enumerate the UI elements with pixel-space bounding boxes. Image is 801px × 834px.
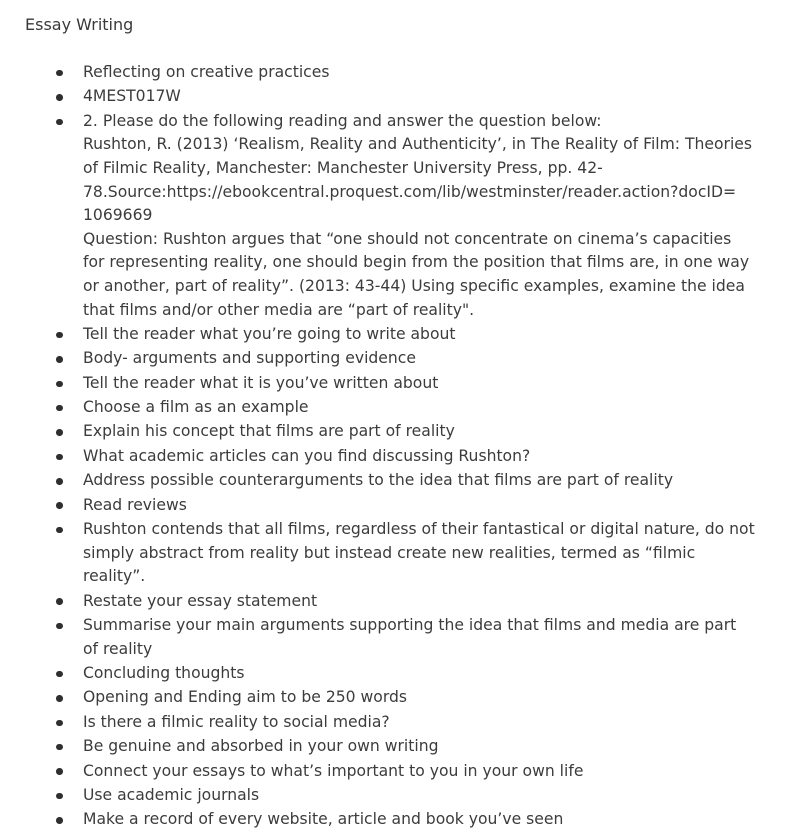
bullet-icon bbox=[56, 94, 63, 101]
list-item-text: Restate your essay statement bbox=[83, 591, 318, 610]
list-item bbox=[25, 420, 781, 444]
document-title: Essay Writing bbox=[25, 15, 134, 34]
list-item-line: 1069669 bbox=[83, 206, 153, 225]
list-item-text: Choose a film as an example bbox=[83, 398, 309, 417]
bullet-icon bbox=[56, 119, 63, 126]
bullet-icon bbox=[56, 454, 63, 461]
list-item-text: What academic articles can you find discussing Rushton? bbox=[83, 446, 531, 465]
list-item-text: Opening and Ending aim to be 250 words bbox=[83, 688, 407, 707]
bullet-icon bbox=[56, 817, 63, 824]
bullet-icon bbox=[56, 356, 63, 363]
list-item bbox=[25, 760, 781, 784]
list-item-text: Read reviews bbox=[83, 495, 187, 514]
bullet-icon bbox=[56, 793, 63, 800]
list-item-text: Reflecting on creative practices bbox=[83, 63, 330, 81]
list-item-text: 4MEST017W bbox=[83, 87, 181, 106]
bullet-icon bbox=[56, 478, 63, 485]
list-item bbox=[25, 784, 781, 808]
list-item-line: 2. Please do the following reading and answer the question below: bbox=[83, 111, 602, 130]
list-item bbox=[25, 494, 781, 518]
list-item bbox=[25, 614, 781, 661]
list-item-line: Rushton contends that all films, regardless of their fantastical or digital nature, do not bbox=[83, 520, 755, 539]
list-item-line: reality”. bbox=[83, 567, 146, 586]
list-item-line: Rushton, R. (2013) ‘Realism, Reality and Authenticity’, in The Reality of Film: Theories bbox=[83, 135, 753, 154]
bullet-icon bbox=[56, 527, 63, 534]
list-item-line: that films and/or other media are “part of reality". bbox=[83, 300, 475, 319]
list-item-text: Concluding thoughts bbox=[83, 664, 245, 682]
list-item-line: Question: Rushton argues that “one should not concentrate on cinema’s capacities bbox=[83, 229, 732, 248]
list-item bbox=[25, 396, 781, 420]
bullet-icon bbox=[56, 429, 63, 436]
bullet-list bbox=[25, 61, 781, 832]
list-item bbox=[25, 323, 781, 347]
list-item-text: Address possible counterarguments to the idea that films are part of reality bbox=[83, 471, 674, 490]
list-item-line: or another, part of reality”. (2013: 43-44) Using specific examples, examine the idea bbox=[83, 276, 745, 295]
list-item bbox=[25, 735, 781, 759]
list-item bbox=[25, 469, 781, 493]
list-item bbox=[25, 85, 781, 109]
bullet-icon bbox=[56, 405, 63, 412]
bullet-icon bbox=[56, 381, 63, 388]
bullet-icon bbox=[56, 598, 63, 605]
bullet-icon bbox=[56, 623, 63, 630]
list-item bbox=[25, 686, 781, 710]
list-item-text: Make a record of every website, article and book you’ve seen bbox=[83, 810, 564, 829]
list-item bbox=[25, 518, 781, 589]
list-item bbox=[25, 61, 781, 85]
list-item-text: Explain his concept that films are part of reality bbox=[83, 422, 455, 441]
list-item-line: Summarise your main arguments supporting the idea that films and media are part bbox=[83, 616, 737, 635]
list-item bbox=[25, 445, 781, 469]
list-item-line: 78.Source:https://ebookcentral.proquest.com/lib/westminster/reader.action?docID= bbox=[83, 182, 737, 201]
bullet-icon bbox=[56, 332, 63, 339]
bullet-icon bbox=[56, 70, 63, 77]
bullet-icon bbox=[56, 671, 63, 678]
list-item bbox=[25, 110, 781, 322]
list-item bbox=[25, 662, 781, 686]
list-item-text: Use academic journals bbox=[83, 785, 260, 804]
bullet-icon bbox=[56, 695, 63, 702]
list-item bbox=[25, 808, 781, 832]
list-item-text: Is there a filmic reality to social media? bbox=[83, 712, 390, 731]
list-item-line: for representing reality, one should begin from the position that films are, in one way bbox=[83, 253, 750, 272]
list-item bbox=[25, 347, 781, 371]
list-item-text: Body- arguments and supporting evidence bbox=[83, 349, 416, 368]
bullet-icon bbox=[56, 744, 63, 751]
bullet-icon bbox=[56, 720, 63, 727]
list-item-text: Connect your essays to what’s important to you in your own life bbox=[83, 761, 584, 780]
bullet-icon bbox=[56, 502, 63, 509]
list-item-text: Be genuine and absorbed in your own writing bbox=[83, 737, 439, 756]
list-item-text: Tell the reader what it is you’ve written about bbox=[83, 373, 439, 392]
bullet-icon bbox=[56, 768, 63, 775]
list-item bbox=[25, 372, 781, 396]
list-item bbox=[25, 711, 781, 735]
list-item-line: simply abstract from reality but instead create new realities, termed as “filmic bbox=[83, 543, 696, 562]
list-item-line: of Filmic Reality, Manchester: Manchester University Press, pp. 42- bbox=[83, 158, 603, 177]
list-item bbox=[25, 590, 781, 614]
list-item-line: of reality bbox=[83, 639, 153, 658]
list-item-text: Tell the reader what you’re going to write about bbox=[83, 324, 456, 343]
